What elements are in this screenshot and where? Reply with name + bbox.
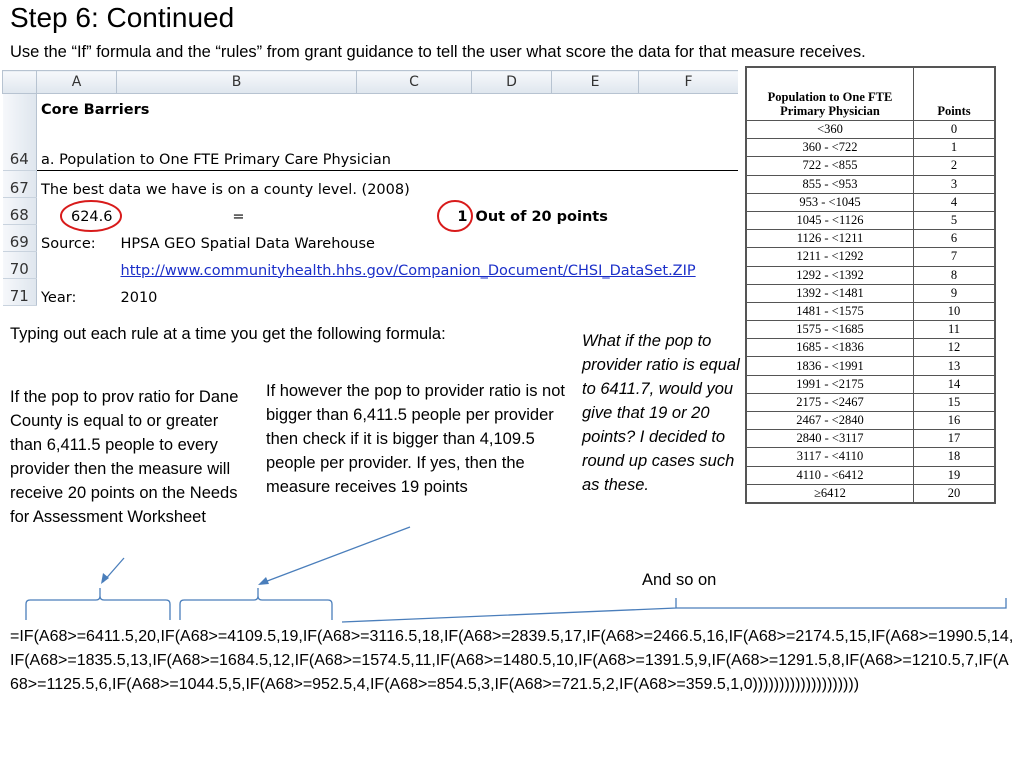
bracket-second-if bbox=[180, 588, 332, 620]
points-table-range-cell: 1392 - <1481 bbox=[746, 284, 914, 302]
row-69 bbox=[3, 225, 739, 252]
points-table-range-cell: <360 bbox=[746, 121, 914, 139]
points-table-points-cell: 5 bbox=[914, 211, 996, 229]
bracket-remaining-ifs bbox=[342, 598, 1006, 622]
column-header-c[interactable]: C bbox=[357, 71, 472, 94]
points-table-row bbox=[746, 284, 995, 302]
formula-intro-text: Typing out each rule at a time you get the following formula: bbox=[10, 325, 446, 343]
points-table-points-cell: 7 bbox=[914, 248, 996, 266]
points-table-range-cell: 1685 - <1836 bbox=[746, 339, 914, 357]
row-70 bbox=[3, 252, 739, 279]
points-table-row bbox=[746, 357, 995, 375]
points-table-row bbox=[746, 412, 995, 430]
core-barriers-heading: Core Barriers bbox=[41, 102, 150, 118]
points-table-points-cell: 3 bbox=[914, 175, 996, 193]
points-table-points-cell: 6 bbox=[914, 230, 996, 248]
arrow-to-second-bracket bbox=[262, 527, 410, 583]
points-table-range-cell: 1575 - <1685 bbox=[746, 321, 914, 339]
points-table-range-cell: 1045 - <1126 bbox=[746, 211, 914, 229]
points-table-range-cell: 360 - <722 bbox=[746, 139, 914, 157]
cell-b68-equals[interactable]: = bbox=[232, 208, 245, 225]
points-table-row bbox=[746, 139, 995, 157]
points-table-range-cell: 1836 - <1991 bbox=[746, 357, 914, 375]
dataset-link[interactable]: http://www.communityhealth.hhs.gov/Companion_Document/CHSI_DataSet.ZIP bbox=[120, 262, 696, 279]
points-table-row bbox=[746, 302, 995, 320]
points-table-row bbox=[746, 484, 995, 503]
points-table-points-cell: 10 bbox=[914, 302, 996, 320]
points-table-points-cell: 16 bbox=[914, 412, 996, 430]
points-table-points-cell: 4 bbox=[914, 193, 996, 211]
points-table-range-cell: 3117 - <4110 bbox=[746, 448, 914, 466]
points-table-range-cell: 4110 - <6412 bbox=[746, 466, 914, 484]
column-header-row bbox=[3, 71, 739, 94]
points-table-range-cell: ≥6412 bbox=[746, 484, 914, 503]
points-table-points-cell: 13 bbox=[914, 357, 996, 375]
column-header-e[interactable]: E bbox=[552, 71, 639, 94]
cell-a67[interactable]: The best data we have is on a county level. (2008) bbox=[41, 181, 410, 198]
points-table-row bbox=[746, 375, 995, 393]
points-table-points-cell: 14 bbox=[914, 375, 996, 393]
row-68 bbox=[3, 198, 739, 225]
row-64 bbox=[3, 94, 739, 171]
rounding-note: What if the pop to provider ratio is equal to 6411.7, would you give that 19 or 20 points? I decided to round up cases such as these. bbox=[582, 332, 740, 494]
column-header-b[interactable]: B bbox=[117, 71, 357, 94]
points-table-row bbox=[746, 121, 995, 139]
points-table-row bbox=[746, 448, 995, 466]
points-table-row bbox=[746, 266, 995, 284]
points-table-points-cell: 2 bbox=[914, 157, 996, 175]
arrow-to-first-bracket bbox=[103, 558, 124, 582]
points-table-row bbox=[746, 211, 995, 229]
points-table-row bbox=[746, 393, 995, 411]
points-table-points-cell: 18 bbox=[914, 448, 996, 466]
select-all-corner[interactable] bbox=[3, 71, 37, 94]
and-so-on-label: And so on bbox=[642, 571, 717, 589]
points-table-range-cell: 1211 - <1292 bbox=[746, 248, 914, 266]
points-table-points-cell: 1 bbox=[914, 139, 996, 157]
points-table-points-cell: 17 bbox=[914, 430, 996, 448]
cell-d68-out-of[interactable]: Out of 20 points bbox=[475, 208, 608, 225]
row-number-69[interactable]: 69 bbox=[3, 225, 37, 252]
cell-a69-label[interactable]: Source: bbox=[41, 235, 96, 252]
points-table-row bbox=[746, 321, 995, 339]
column-header-a[interactable]: A bbox=[37, 71, 117, 94]
points-table-points-cell: 20 bbox=[914, 484, 996, 503]
cell-b71-year[interactable]: 2010 bbox=[120, 289, 158, 306]
points-table-points-cell: 19 bbox=[914, 466, 996, 484]
points-table-range-cell: 953 - <1045 bbox=[746, 193, 914, 211]
measure-name: a. Population to One FTE Primary Care Physician bbox=[41, 152, 391, 168]
dane-county-explanation: If the pop to prov ratio for Dane County is equal to or greater than 6,411.5 people to every provider then the measure will receive 20 points on the Needs for Assessment Worksheet bbox=[10, 388, 239, 526]
points-table-header-population: Population to One FTE Primary Physician bbox=[746, 67, 914, 121]
points-table-points-cell: 12 bbox=[914, 339, 996, 357]
points-table-points-cell: 0 bbox=[914, 121, 996, 139]
points-table-row bbox=[746, 466, 995, 484]
points-table-range-cell: 722 - <855 bbox=[746, 157, 914, 175]
points-table-points-cell: 11 bbox=[914, 321, 996, 339]
cell-a70[interactable] bbox=[37, 252, 117, 279]
row-67 bbox=[3, 171, 739, 198]
nested-if-formula: =IF(A68>=6411.5,20,IF(A68>=4109.5,19,IF(A68>=3116.5,18,IF(A68>=2839.5,17,IF(A68>=2466.5,16,IF(A68>=2174.5,15,IF(A68>=1990.5,14,IF(A68>=1835.5,13,IF(A68>=1684.5,12,IF(A68>=1574.5,11,IF(A68>=1480.5,10,IF(A68>=1391.5,9,IF(A68>=1291.5,8,IF(A68>=1210.5,7,IF(A68>=1125.5,6,IF(A68>=1044.5,5,IF(A68>=952.5,4,IF(A68>=854.5,3,IF(A68>=721.5,2,IF(A68>=359.5,1,0)))))))))))))))))))) bbox=[10, 628, 1014, 693]
cell-c68-points[interactable]: 1 bbox=[457, 208, 468, 225]
row-number-68[interactable]: 68 bbox=[3, 198, 37, 225]
bracket-first-if bbox=[26, 588, 170, 620]
points-table-range-cell: 2467 - <2840 bbox=[746, 412, 914, 430]
points-table-range-cell: 1991 - <2175 bbox=[746, 375, 914, 393]
arrowhead-first bbox=[101, 573, 109, 584]
points-table-points-cell: 9 bbox=[914, 284, 996, 302]
otherwise-explanation: If however the pop to provider ratio is not bigger than 6,411.5 people per provider then check if it is bigger than 4,109.5 people per provider. If yes, then the measure receives 19 points bbox=[266, 382, 565, 496]
column-header-f[interactable]: F bbox=[639, 71, 739, 94]
points-table-points-cell: 15 bbox=[914, 393, 996, 411]
points-table-row bbox=[746, 175, 995, 193]
points-table-range-cell: 1292 - <1392 bbox=[746, 266, 914, 284]
column-header-d[interactable]: D bbox=[472, 71, 552, 94]
points-table-range-cell: 1481 - <1575 bbox=[746, 302, 914, 320]
row-number-70[interactable]: 70 bbox=[3, 252, 37, 279]
cell-a71-label[interactable]: Year: bbox=[41, 289, 77, 306]
points-table-row bbox=[746, 430, 995, 448]
page-title: Step 6: Continued bbox=[10, 2, 235, 33]
cell-b69-source[interactable]: HPSA GEO Spatial Data Warehouse bbox=[120, 235, 375, 252]
points-table bbox=[745, 66, 996, 504]
cell-a68-value[interactable]: 624.6 bbox=[70, 208, 113, 225]
page-subtitle: Use the “If” formula and the “rules” from grant guidance to tell the user what score the data for that measure receives. bbox=[10, 43, 866, 61]
points-table-row bbox=[746, 230, 995, 248]
points-table-row bbox=[746, 339, 995, 357]
arrowhead-second bbox=[258, 577, 269, 585]
points-table-range-cell: 2840 - <3117 bbox=[746, 430, 914, 448]
points-table-row bbox=[746, 248, 995, 266]
row-number-67[interactable]: 67 bbox=[3, 171, 37, 198]
row-number-71[interactable]: 71 bbox=[3, 279, 37, 306]
spreadsheet bbox=[2, 70, 738, 306]
points-table-header-points: Points bbox=[914, 67, 996, 121]
points-table-range-cell: 1126 - <1211 bbox=[746, 230, 914, 248]
cell-a64[interactable] bbox=[37, 94, 739, 171]
points-table-range-cell: 855 - <953 bbox=[746, 175, 914, 193]
points-table-points-cell: 8 bbox=[914, 266, 996, 284]
row-number-64[interactable]: 64 bbox=[3, 94, 37, 171]
row-71 bbox=[3, 279, 739, 306]
points-table-row bbox=[746, 193, 995, 211]
points-table-row bbox=[746, 157, 995, 175]
points-table-range-cell: 2175 - <2467 bbox=[746, 393, 914, 411]
